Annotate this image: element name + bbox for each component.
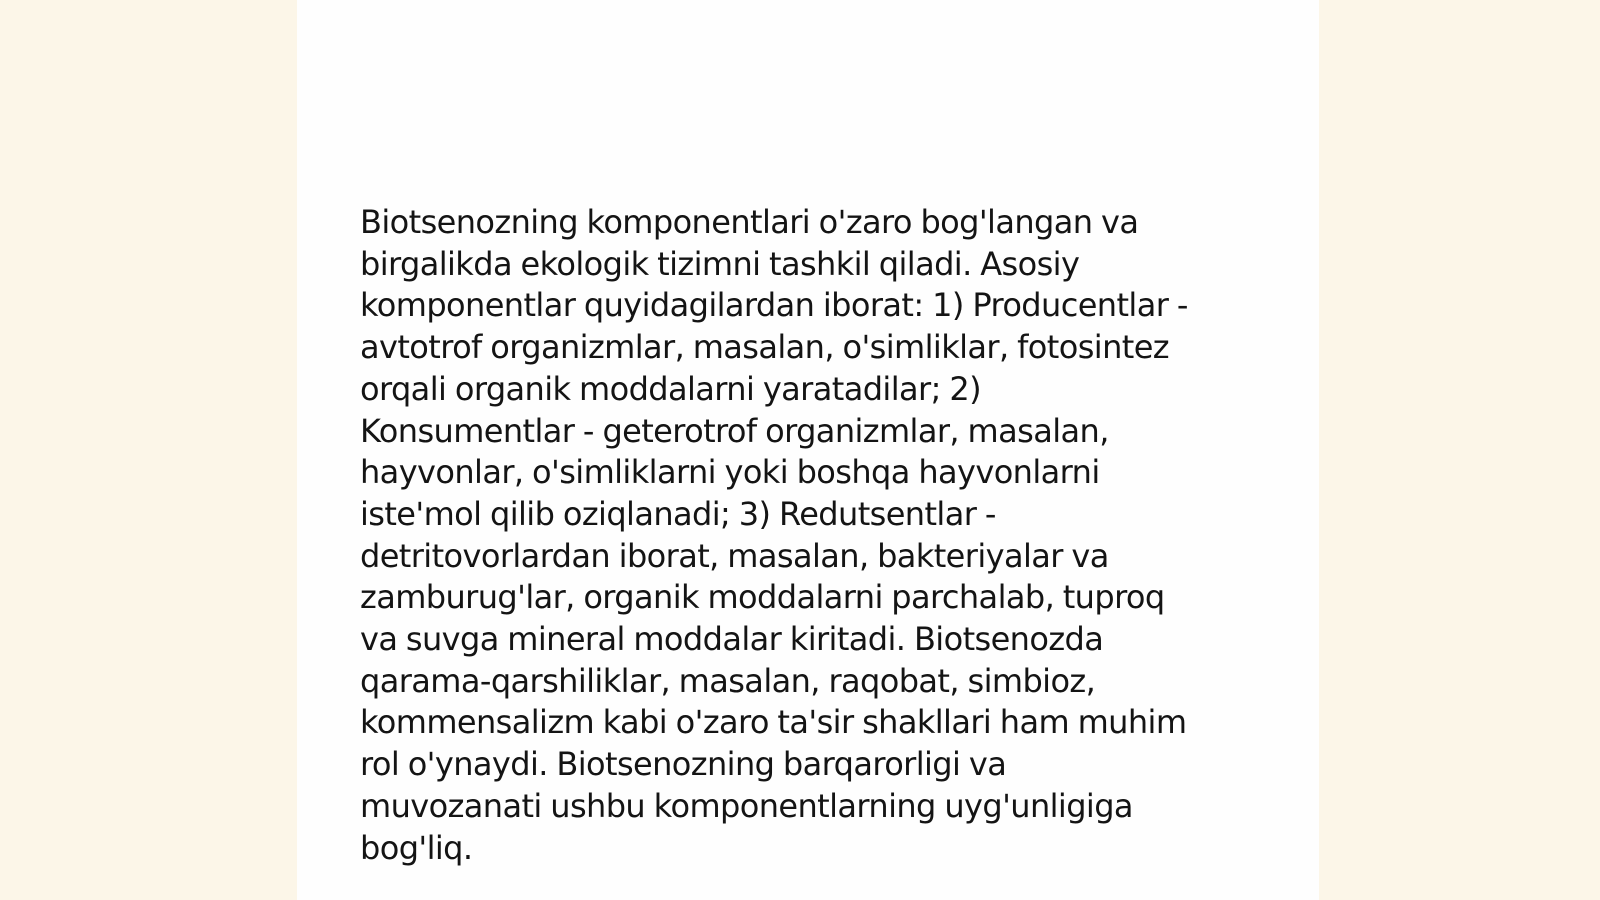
document-page	[297, 0, 1319, 900]
body-paragraph: Biotsenozning komponentlari o'zaro bog'langan va birgalikda ekologik tizimni tashkil qiladi. Asosiy komponentlar quyidagilardan iborat: 1) Producentlar - avtotrof organizmlar, masalan, o'simliklar, fotosintez orqali organik moddalarni yaratadilar; 2) Konsumentlar - geterotrof organizmlar, masalan, hayvonlar, o'simliklarni yoki boshqa hayvonlarni iste'mol qilib oziqlanadi; 3) Redutsentlar - detritovorlardan iborat, masalan, bakteriyalar va zamburug'lar, organik moddalarni parchalab, tuproq va suvga mineral moddalar kiritadi. Biotsenozda qarama-qarshiliklar, masalan, raqobat, simbioz, kommensalizm kabi o'zaro ta'sir shakllari ham muhim rol o'ynaydi. Biotsenozning barqarorligi va muvozanati ushbu komponentlarning uyg'unligiga bog'liq.	[360, 203, 1188, 867]
